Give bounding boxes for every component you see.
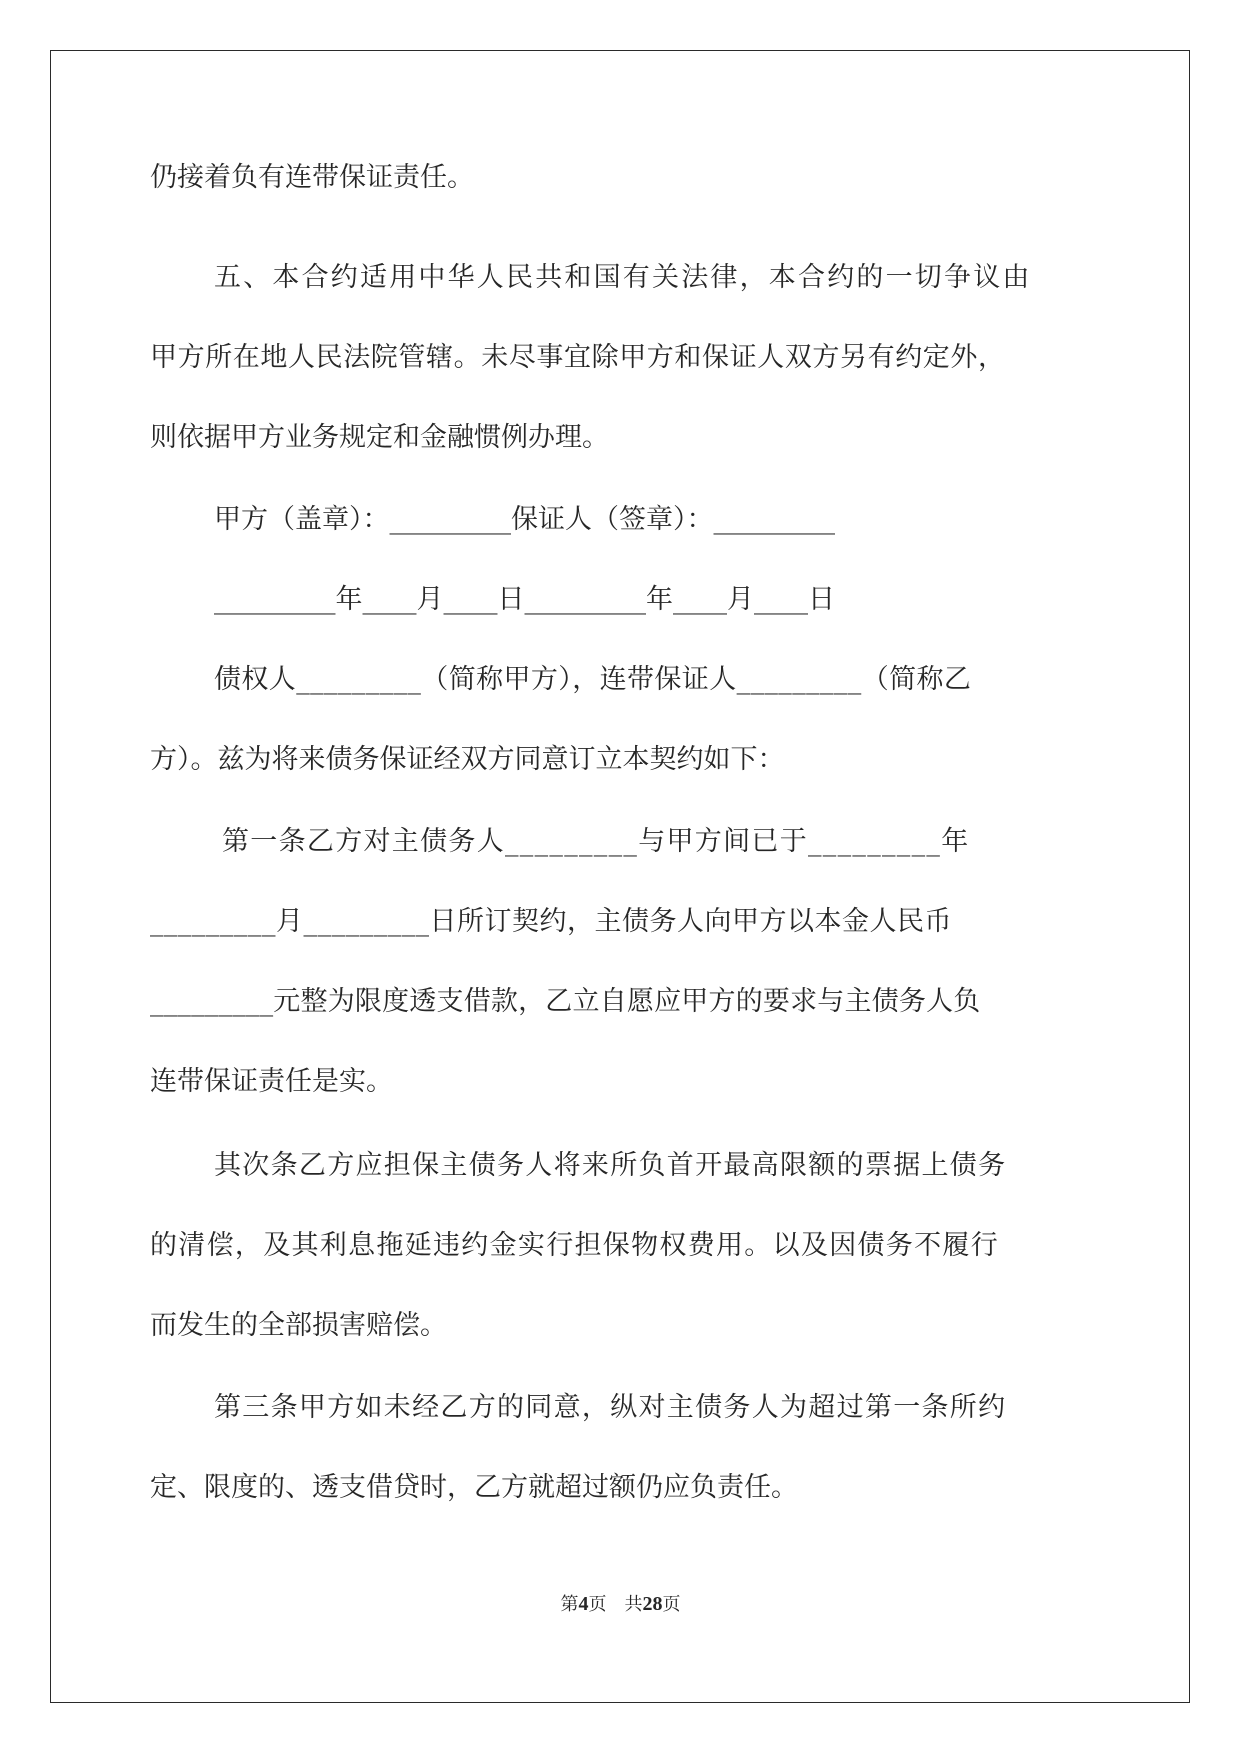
text-line: 第一条乙方对主债务人_________与甲方间已于_________年 xyxy=(222,826,970,857)
text-line: 甲方所在地人民法院管辖。未尽事宜除甲方和保证人双方另有约定外， xyxy=(150,342,1006,373)
text-line: 仍接着负有连带保证责任。 xyxy=(150,162,474,193)
date-line: _________年____月____日_________年____月____日 xyxy=(214,584,835,615)
signature-line: 甲方（盖章）：_________保证人（签章）：_________ xyxy=(214,504,835,535)
footer-middle: 页 共 xyxy=(588,1594,643,1615)
text-line: 其次条乙方应担保主债务人将来所负首开最高限额的票据上债务 xyxy=(214,1150,1007,1181)
text-line: 而发生的全部损害赔偿。 xyxy=(150,1310,447,1341)
text-line: 定、限度的、透支借贷时，乙方就超过额仍应负责任。 xyxy=(150,1472,798,1503)
text-line: 五、本合约适用中华人民共和国有关法律，本合约的一切争议由 xyxy=(214,262,1032,293)
footer-total-pages: 28 xyxy=(642,1593,663,1615)
text-line: 债权人_________（简称甲方），连带保证人_________（简称乙 xyxy=(214,664,972,695)
text-line: _________元整为限度透支借款，乙立自愿应甲方的要求与主债务人负 xyxy=(150,986,981,1017)
footer-suffix: 页 xyxy=(662,1594,681,1615)
text-line: 的清偿，及其利息拖延违约金实行担保物权费用。以及因债务不履行 xyxy=(150,1230,999,1261)
text-line: 第三条甲方如未经乙方的同意，纵对主债务人为超过第一条所约 xyxy=(214,1392,1007,1423)
footer-page-number: 4 xyxy=(578,1593,589,1615)
text-line: 方）。兹为将来债务保证经双方同意订立本契约如下： xyxy=(150,744,785,775)
footer-prefix: 第 xyxy=(560,1594,579,1615)
page-footer xyxy=(0,1590,1241,1616)
text-line: 连带保证责任是实。 xyxy=(150,1066,393,1097)
text-line: 则依据甲方业务规定和金融惯例办理。 xyxy=(150,422,609,453)
text-line: _________月_________日所订契约，主债务人向甲方以本金人民币 xyxy=(150,906,952,937)
